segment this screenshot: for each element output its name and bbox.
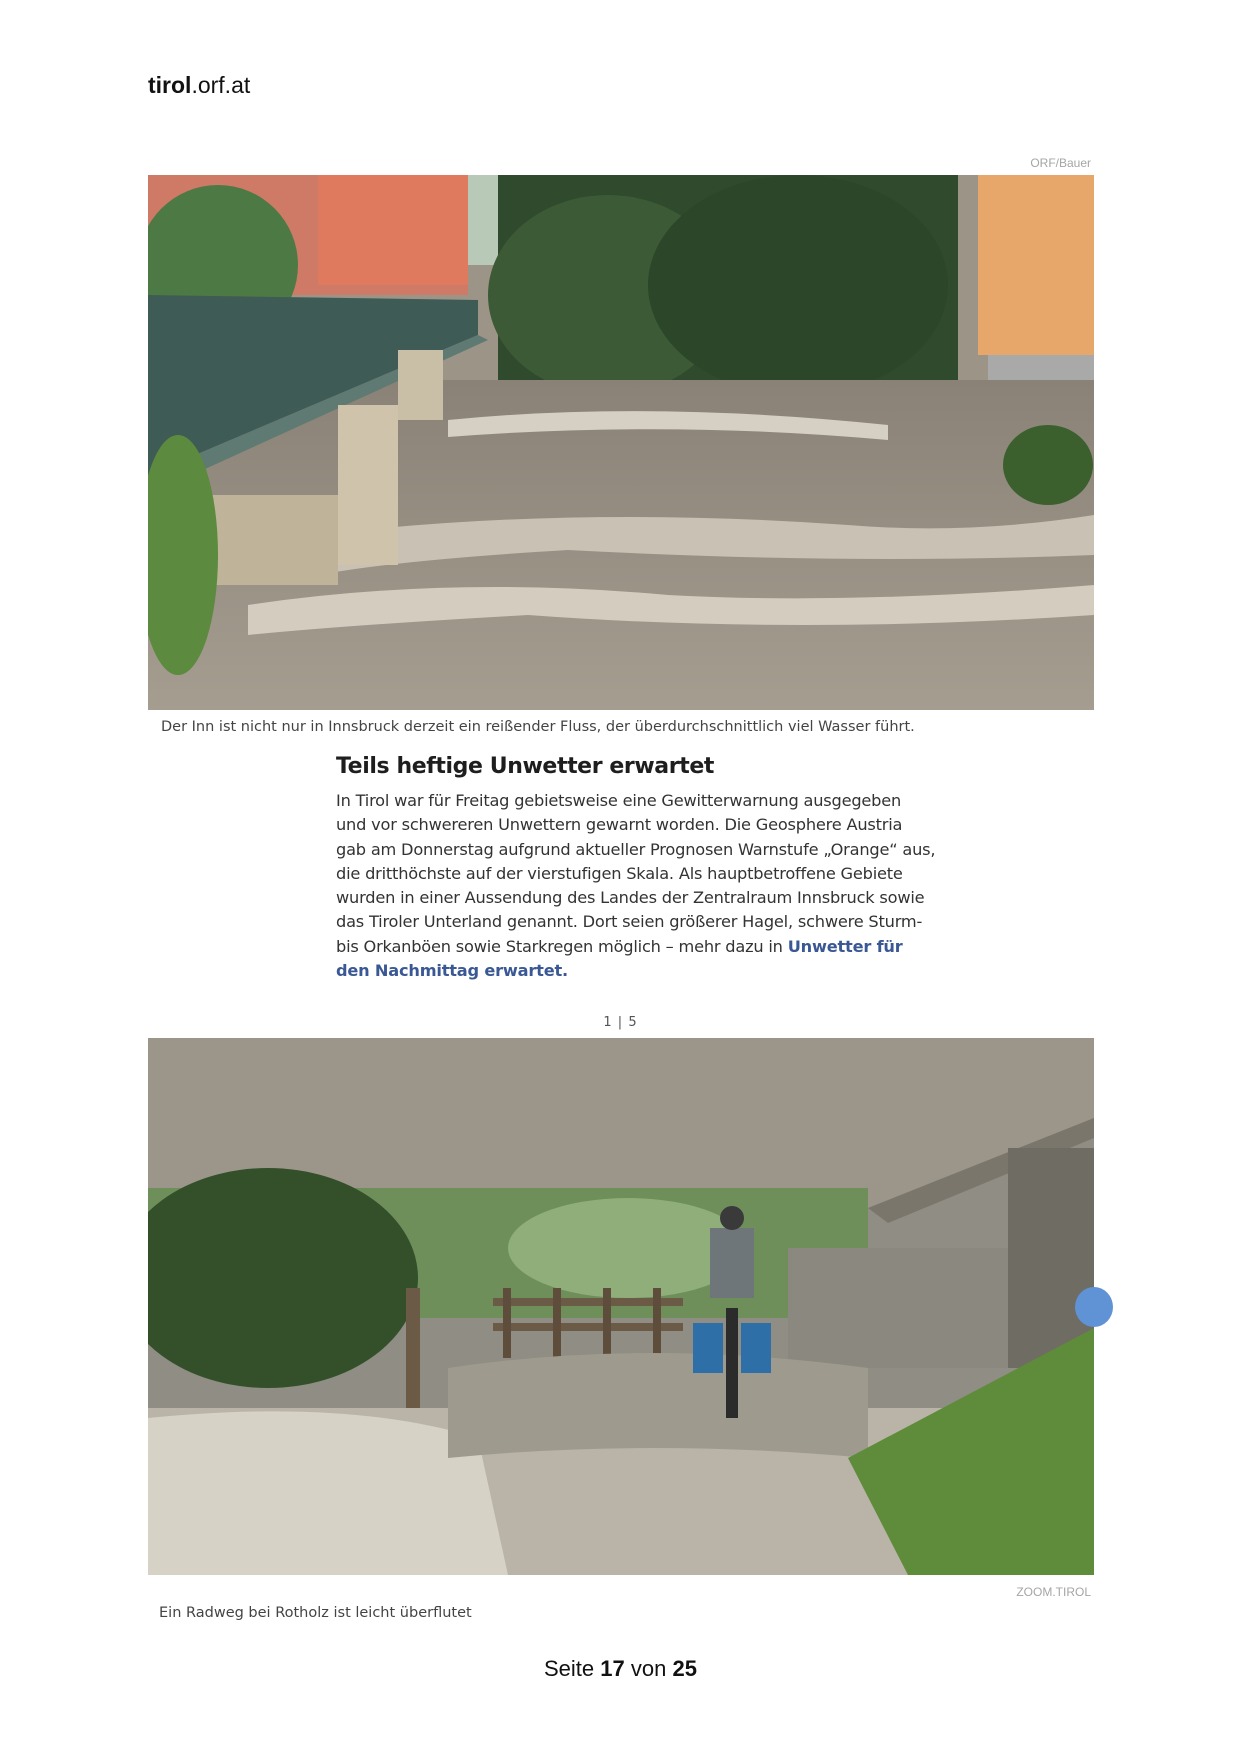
article-body-text: In Tirol war für Freitag gebietsweise eine Gewitterwarnung ausgegeben und vor schwereren Unwettern gewarnt worden. Die Geosphere Austria gab am Donnerstag aufgrund aktueller Prognosen Warnstufe „Orange“ aus, die dritthöchste auf der vierstufigen Skala. Als hauptbetroffene Gebiete wurden in einer Aussendung des Landes der Zentralraum Innsbruck sowie das Tiroler Unterland genannt. Dort seien größerer Hagel, schwere Sturm- bis Orkanböen sowie Starkregen möglich – mehr dazu in xyxy=(336,791,936,956)
article-paragraph xyxy=(336,789,936,983)
more-link[interactable]: Unwetter für den Nachmittag erwartet. xyxy=(336,936,903,981)
photo-credit-2: ZOOM.TIROL xyxy=(1016,1585,1091,1599)
total-pages: 25 xyxy=(672,1656,697,1681)
current-page: 17 xyxy=(600,1656,625,1681)
photo-caption-2: Ein Radweg bei Rotholz ist leicht überflutet xyxy=(159,1605,472,1621)
footer-prefix: Seite xyxy=(544,1656,595,1681)
photo-caption-1: Der Inn ist nicht nur in Innsbruck derzeit ein reißender Fluss, der überdurchschnittlich viel Wasser führt. xyxy=(161,719,915,735)
site-header xyxy=(148,72,250,99)
footer-middle: von xyxy=(630,1656,667,1681)
flooded-bikepath-photo xyxy=(148,1038,1094,1575)
gallery-pager: 1 | 5 xyxy=(603,1015,638,1030)
photo-credit-1: ORF/Bauer xyxy=(1030,156,1091,170)
section-heading: Teils heftige Unwetter erwartet xyxy=(336,754,714,779)
site-name-domain: .orf.at xyxy=(191,72,251,98)
flood-river-photo xyxy=(148,175,1094,710)
gallery-next-button[interactable] xyxy=(1075,1287,1113,1327)
site-name-bold: tirol xyxy=(148,72,192,98)
article-section xyxy=(336,754,936,983)
page-number-footer xyxy=(0,1656,1241,1682)
